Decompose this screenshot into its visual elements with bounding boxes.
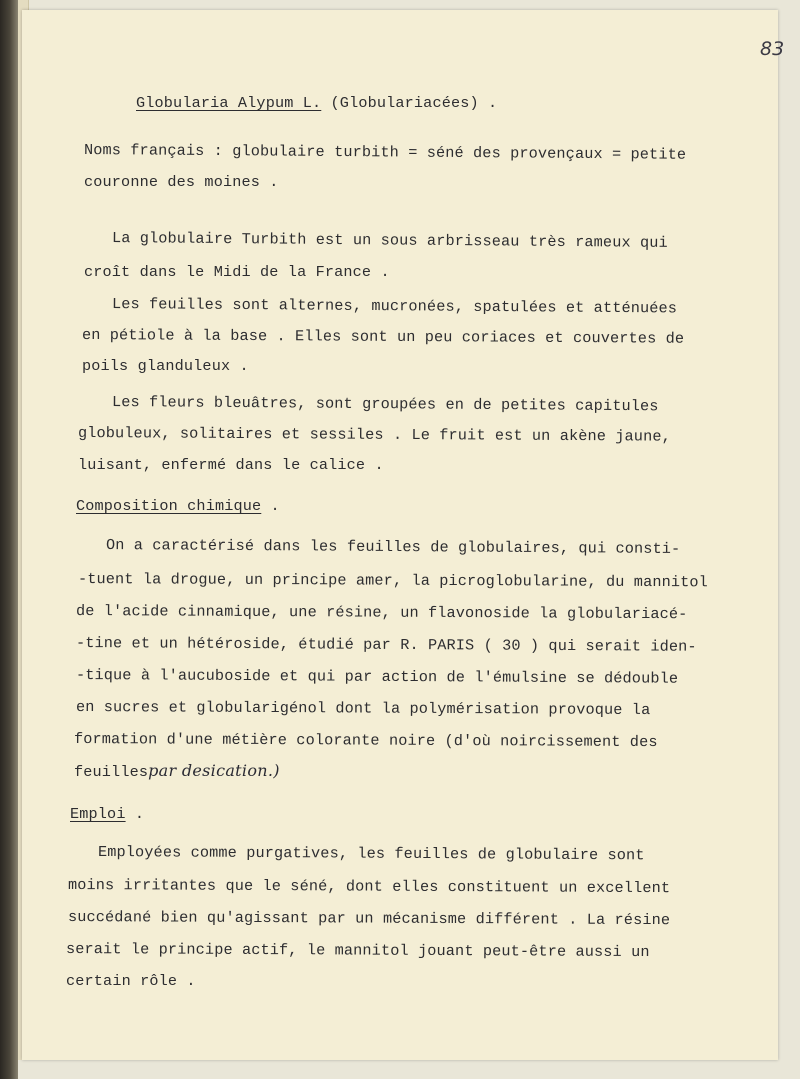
text-line: succédané bien qu'agissant par un mécanisme différent . La résine [67,908,671,930]
text-line: en pétiole à la base . Elles sont un peu coriaces et couvertes de [81,326,685,348]
text-line: poils glanduleux . [82,357,249,375]
text-line: On a caractérisé dans les feuilles de globulaires, qui consti- [105,536,681,559]
text-line: Les fleurs bleuâtres, sont groupées en de petites capitules [111,393,659,416]
book-binding [0,0,18,1079]
text-line: certain rôle . [66,972,196,990]
text-line: formation d'une métière colorante noire (d'où noircissement des [73,730,658,752]
heading-suffix: . [270,497,280,515]
text-line: Les feuilles sont alternes, mucronées, spatulées et atténuées [111,295,678,318]
text-line: croît dans le Midi de la France . [84,263,390,281]
text-line: -tique à l'aucuboside et qui par action de l'émulsine se dédouble [75,666,679,688]
page-number: 83 [760,38,785,60]
text-line: Employées comme purgatives, les feuilles de globulaire sont [97,843,645,865]
heading-text: Composition chimique [76,497,262,515]
text-line: -tine et un hétéroside, étudié par R. PARIS ( 30 ) qui serait iden- [75,634,697,656]
text-line: globuleux, solitaires et sessiles . Le fruit est un akène jaune, [77,424,671,446]
typed-word: feuilles [74,763,149,781]
text-line: de l'acide cinnamique, une résine, un flavonoside la globulariacé- [75,602,688,624]
text-line: Noms français : globulaire turbith = séné des provençaux = petite [83,141,687,164]
heading-suffix: . [134,805,145,823]
handwritten-annotation: par desication.) [148,761,280,780]
text-line: luisant, enfermé dans le calice . [78,456,384,474]
page-title [136,94,497,112]
text-line: couronne des moines . [84,173,279,191]
text-line: serait le principe actif, le mannitol jouant peut-être aussi un [65,940,650,962]
typewritten-page [22,10,785,1060]
text-line: La globulaire Turbith est un sous arbrisseau très rameux qui [111,229,668,252]
text-line-with-handwriting [74,762,280,781]
section-heading-emploi [70,805,144,823]
text-line: moins irritantes que le séné, dont elles constituent un excellent [67,876,671,898]
text-line: en sucres et globularigénol dont la polymérisation provoque la [75,698,651,720]
family-name: (Globulariacées) . [330,94,498,112]
section-heading-composition [76,497,280,515]
text-line: -tuent la drogue, un principe amer, la picroglobularine, du mannitol [77,570,708,592]
heading-text: Emploi [70,805,126,823]
species-name: Globularia Alypum L. [136,94,322,112]
